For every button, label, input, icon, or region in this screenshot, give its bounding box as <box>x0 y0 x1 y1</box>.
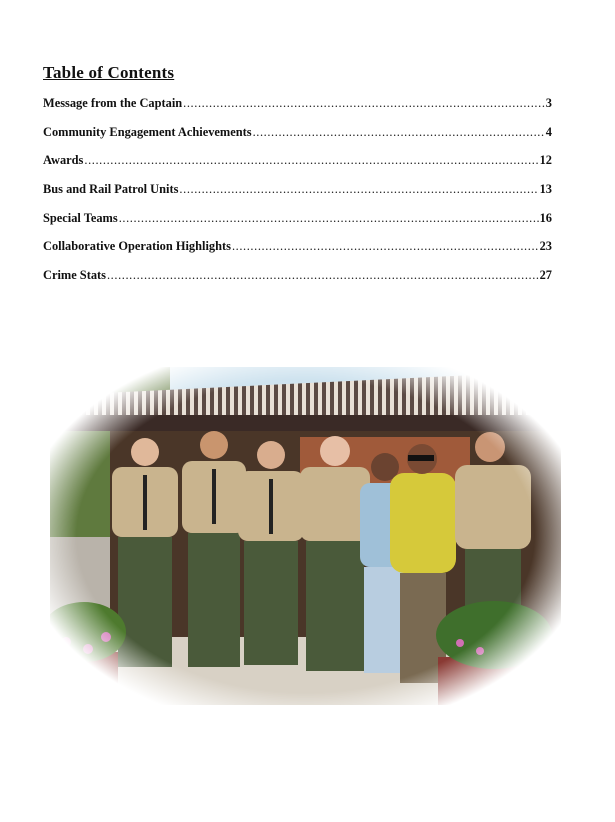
toc-leader-dots <box>107 268 539 283</box>
toc-entry-label: Message from the Captain <box>43 96 183 110</box>
toc-entry-page: 3 <box>545 96 552 110</box>
toc-entry-page: 13 <box>539 182 552 197</box>
toc-entry[interactable] <box>43 96 552 125</box>
toc-entry[interactable] <box>43 153 552 182</box>
toc-list <box>43 96 552 297</box>
toc-leader-dots <box>179 182 538 197</box>
toc-entry-page: 4 <box>545 124 552 139</box>
awning-valance <box>62 415 561 431</box>
toc-title: Table of Contents <box>43 63 175 82</box>
toc-entry-page: 12 <box>539 153 552 168</box>
toc-entry-label: Crime Stats <box>43 268 106 283</box>
toc-leader-dots <box>253 125 545 140</box>
toc-entry-label: Bus and Rail Patrol Units <box>43 182 179 197</box>
toc-entry[interactable] <box>43 182 552 211</box>
toc-leader-dots <box>84 153 538 168</box>
person <box>300 436 370 671</box>
toc-leader-dots <box>183 96 545 111</box>
group-photo-illustration <box>50 367 561 705</box>
toc-leader-dots <box>232 239 539 254</box>
toc-entry-page: 23 <box>539 239 552 254</box>
toc-entry-page: 16 <box>539 210 552 225</box>
group-photo <box>50 367 561 705</box>
toc-entry[interactable] <box>43 268 552 297</box>
toc-leader-dots <box>119 211 539 226</box>
toc-entry[interactable] <box>43 211 552 240</box>
toc-entry-label: Awards <box>43 153 84 168</box>
person <box>238 441 304 665</box>
planter-right <box>436 601 552 705</box>
toc-entry[interactable] <box>43 125 552 154</box>
toc-entry-label: Community Engagement Achievements <box>43 124 252 139</box>
planter-left <box>50 602 126 705</box>
toc-entry-label: Special Teams <box>43 210 118 225</box>
toc-entry[interactable] <box>43 239 552 268</box>
person <box>182 431 246 667</box>
toc-entry-page: 27 <box>539 268 552 283</box>
toc-entry-label: Collaborative Operation Highlights <box>43 239 231 254</box>
